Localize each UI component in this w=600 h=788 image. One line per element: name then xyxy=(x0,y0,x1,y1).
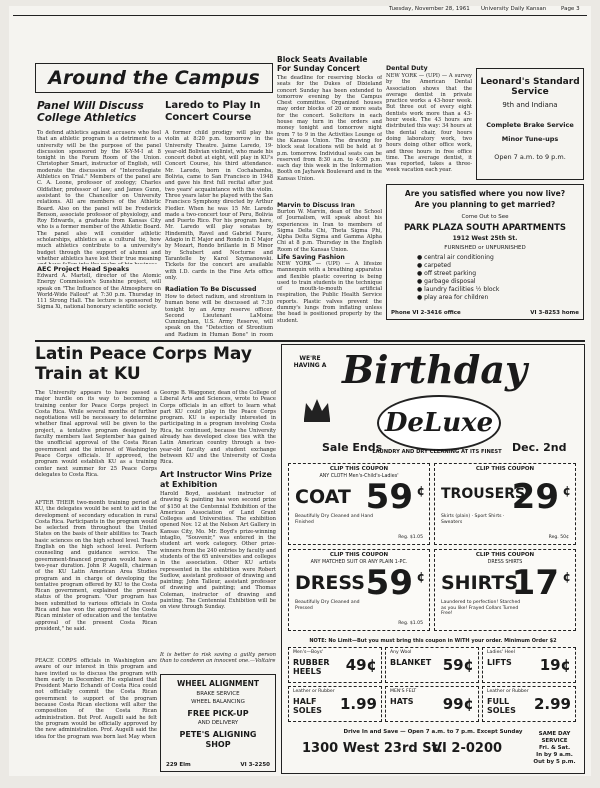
laredo-body: A former child prodigy will play his violin at 8:20 p.m. tomorrow in the University Theatre. Jaime Laredo, 19-year-old Bolivian violinist, who made his concert debut at eight, will play in KU's Concert Course, his third attendance. Mr. Laredo, born in Cochabamba, Bolivia, came to San Francisco in 1948 and gave his first full recital after just two years' acquaintance with the violin. Three years later he played with the San Francisco Symphony directed by Arthur Fiedler. When he was 15 Mr. Laredo made a two-concert tour of Peru, Bolivia and Puerto Rico. For his program here, Mr. Laredo will play sonatas by Hindemith, Ravel and Gabriel Faure, Adagio in E Major and Rondo in C Major by Mozart, Rondo brillante in B Minor by Schubert and Nocturne and Tarantelle by Karol Szymanowski. Tickets for the concert are available with I.D. cards in the Fine Arts office only. xyxy=(165,130,273,281)
peace-body-1: The University appears to have passed a major hurdle on its way to becoming a training center for Peace Corps project in Costa Rica. While several months of further negotiations will be necessary to determine whether final approval will be given to the project, a tentative program designed by faculty members last September has gained the unofficial approval of the Costa Rican government and the interest of Washington Peace Corps officials. If approved, the program would establish KU as a training center next summer for 25 Peace Corps delegates to Costa Rica. xyxy=(35,390,157,478)
bullet-icon: ● xyxy=(417,294,425,301)
wheel-l4: FREE PICK-UP xyxy=(187,709,249,718)
coupon xyxy=(288,549,430,631)
small-coupon-item: BLANKET xyxy=(390,658,432,667)
peace-body-3: PEACE CORPS officials in Washington are aware of our interest in this program and have invited us to discuss the program with them early in December. He explained that President Mario Echandi of Costa Rica could not officially commit the Costa Rican government to support of the program because Costa Rican elections will alter the composition of the Costa Rican administration. But Prof. Augelli said he felt the program would be officially approved by the new administration. Prof. Augelli said the idea for the program was born last May when xyxy=(35,658,157,740)
wheel-l1: WHEEL ALIGNMENT xyxy=(177,679,259,688)
coupon-price: 59 xyxy=(365,563,413,603)
deluxe-sale-date: Dec. 2nd xyxy=(512,441,567,454)
cent-sign-icon: ¢ xyxy=(416,484,425,498)
bullet-icon: ● xyxy=(417,270,425,277)
aec-body: Edward A. Martell, director of the Atomic Energy Commission's Sunshine project, will speak on "The Influence of the Atmosphere on World-Wide Fallout" at 7:30 p.m. Thursday in 111 Strong Hall. The lecture is sponsored by Sigma Xi, national honorary scientific society. xyxy=(37,273,161,311)
coupon-clip-label: CLIP THIS COUPON xyxy=(475,552,535,558)
park-feature xyxy=(417,286,583,294)
section-rule xyxy=(35,340,585,342)
small-coupon-item: HALF SOLES xyxy=(293,697,322,715)
coupon xyxy=(434,463,576,545)
deluxe-drive: Drive In and Save — Open 7 a.m. to 7 p.m. Except Sunday xyxy=(343,729,523,735)
header-date: Tuesday, November 28, 1961 xyxy=(389,6,470,12)
leonards-address: 9th and Indiana xyxy=(502,101,558,109)
deluxe-tagline: LAUNDRY AND DRY CLEANING AT ITS FINEST xyxy=(372,449,502,455)
small-coupon-item: HATS xyxy=(390,697,414,706)
small-coupon-top: Leather or Rubber xyxy=(293,689,335,694)
park-feature-label: central air conditioning xyxy=(424,254,494,261)
coupon xyxy=(288,463,430,545)
around-campus-banner xyxy=(35,63,273,93)
coupon-reg: Reg. $1.05 xyxy=(398,535,423,540)
art-headline: Art Instructor Wins Prize at Exhibition xyxy=(160,470,272,489)
park-feature-label: carpeted xyxy=(424,262,451,269)
coupon-item: SHIRTS xyxy=(441,572,519,594)
deluxe-same-day-2: Fri. & Sat. xyxy=(538,745,571,751)
coupon-top: DRESS SHIRTS xyxy=(487,560,523,565)
park-feature-list xyxy=(417,254,583,302)
coupon-top: ANY MATCHED SUIT OR ANY PLAIN 1-PC. xyxy=(310,560,408,565)
coupon-price: 17 xyxy=(511,563,559,603)
laredo-headline: Laredo to Play In Concert Course xyxy=(165,100,261,123)
small-coupon-top: Leather or Rubber xyxy=(487,689,529,694)
small-coupon-top: MEN'S FELT xyxy=(390,689,417,694)
wheel-address: 229 Elm xyxy=(166,762,191,768)
leonards-brake: Complete Brake Service xyxy=(486,121,574,129)
small-coupon-top: Ladies' Heel xyxy=(487,650,515,655)
deluxe-same-day xyxy=(527,731,582,766)
park-name: PARK PLAZA SOUTH APARTMENTS xyxy=(403,223,567,233)
coupon-item: DRESS xyxy=(295,572,365,594)
small-coupon-price: 99¢ xyxy=(442,695,474,713)
deluxe-address: 1300 West 23rd St. xyxy=(302,741,443,756)
header-page: Page 3 xyxy=(561,6,580,12)
deluxe-coupon-grid xyxy=(288,463,578,635)
deluxe-note: NOTE: No Limit—But you must bring this coupon in WITH your order. Minimum Order $2 xyxy=(309,638,557,644)
small-coupon-price: 49¢ xyxy=(345,656,377,674)
park-feature xyxy=(417,294,583,302)
leonards-name: Leonard's Standard Service xyxy=(480,77,580,97)
coupon-clip-label: CLIP THIS COUPON xyxy=(329,552,389,558)
coupon-item: TROUSERS xyxy=(441,486,526,502)
park-phone-home: VI 3-8253 home xyxy=(530,310,579,316)
art-body: Harold Boyd, assistant instructor of drawing & painting has won second prize of $150 at the Centennial Exhibition of the American Association of Land Grant Colleges and Universities. The exhibition opened Nov. 12 at the Nelson Art Gallery in Kansas City, Mo. Mr. Boyd's prize-winning intaglio, "Souvenir," was entered in the student art work category. Other prize-winners from the 240 entries by faculty and students of the 65 universities and colleges in the association. Other KU artists represented in the exhibition were Robert Sudlow, assistant professor of drawing and painting; John Talleur, assistant professor of drawing and painting; and Thomas Coleman, instructor of drawing and painting. The Centennial Exhibition will be on view through Sunday. xyxy=(160,491,276,611)
park-feature xyxy=(417,270,583,278)
deluxe-in-by: In by 9 a.m. xyxy=(536,752,573,758)
seats-headline: Block Seats Available For Sunday Concert xyxy=(277,55,368,73)
park-feature-label: play area for children xyxy=(424,294,489,301)
radiation-headline: Radiation To Be Discussed xyxy=(165,286,257,293)
small-coupon-price: 1.99 xyxy=(339,695,377,713)
deluxe-out-by: Out by 5 p.m. xyxy=(533,759,576,765)
crown-icon xyxy=(302,397,332,423)
deluxe-sale-ends: Sale Ends xyxy=(322,441,383,454)
wheel-alignment-ad xyxy=(160,674,276,772)
bullet-icon: ● xyxy=(417,278,425,285)
leonards-ad xyxy=(476,68,584,180)
park-question-2: Are you planning to get married? xyxy=(414,200,556,209)
park-question-1: Are you satisfied where you now live? xyxy=(404,189,566,198)
bullet-icon: ● xyxy=(417,286,425,293)
coupon-price: 29 xyxy=(511,477,559,517)
coupon-sub: Skirts (plain) · Sport Shirts · Sweaters xyxy=(441,514,505,525)
small-coupon-top: Men's—Boys' xyxy=(293,650,324,655)
deluxe-brand: DeLuxe xyxy=(384,408,494,438)
deluxe-ad xyxy=(281,344,585,774)
voltaire-quote: It is better to risk saving a guilty person than to condemn an innocent one.—Voltaire xyxy=(160,652,276,665)
cent-sign-icon: ¢ xyxy=(562,570,571,584)
deluxe-same-day-1: SAME DAY SERVICE xyxy=(538,731,571,744)
wheel-phone: VI 3-2250 xyxy=(240,762,270,768)
park-address: 1912 West 25th St. xyxy=(452,235,518,242)
small-coupon xyxy=(288,647,382,683)
marvin-body: Burton W. Marvin, dean of the School of Journalism, will speak about his experiences in Iran to members of Sigma Delta Chi, Theta Sigma Phi, Alpha Delta Sigma and Gamma Alpha Chi at 8 p.m. Thursday in the English Room of the Kansas Union. xyxy=(277,209,382,253)
small-coupon xyxy=(385,686,479,722)
small-coupon xyxy=(482,647,576,683)
deluxe-small-coupons xyxy=(288,647,578,725)
small-coupon-top: Any Wool xyxy=(390,650,412,655)
park-feature-label: garbage disposal xyxy=(424,278,476,285)
small-coupon-item: RUBBER HEELS xyxy=(293,658,330,676)
park-feature xyxy=(417,262,583,270)
park-plaza-ad xyxy=(386,184,584,320)
page-header xyxy=(13,6,587,14)
bullet-icon: ● xyxy=(417,262,425,269)
peace-corps-headline: Latin Peace Corps May Train at KU xyxy=(35,344,252,384)
small-coupon xyxy=(288,686,382,722)
park-feature xyxy=(417,254,583,262)
header-paper: University Daily Kansan xyxy=(481,6,547,12)
newspaper-page xyxy=(9,6,591,776)
cent-sign-icon: ¢ xyxy=(562,484,571,498)
aec-headline: AEC Project Head Speaks xyxy=(37,265,130,273)
park-phone-office: Phone VI 2-3416 office xyxy=(391,310,461,316)
park-feature xyxy=(417,278,583,286)
coupon-sub: Beautifully Dry Cleaned and Pressed xyxy=(295,600,360,611)
small-coupon-item: FULL SOLES xyxy=(487,697,516,715)
lifesaving-body: NEW YORK — (UPI) — A lifesize mannequin with a breathing apparatus and flexible plastic covering is being used to train students in the technique of mouth-to-mouth artificial respiration, the Public Health Service reports. Plastic valves prevent the dummy's lungs from inflating unless the head is positioned properly by the student. xyxy=(277,261,382,324)
coupon-top: ANY CLOTH Men's-Child's-Ladies' xyxy=(319,474,399,479)
seats-body: The deadline for reserving blocks of seats for the Dukes of Dixieland concert Sunday has been extended to tomorrow evening by the Campus Chest committee. Organized houses may order blocks of 20 or more seats for the concert. Solicitors in each house may turn in the orders and money tonight and tomorrow night from 7 to 9 in the Activities Lounge of the Kansas Union. The drawing for block seat locations will be held at 9 p.m. tomorrow. Individual seats can be reserved from 8:30 a.m. to 4:30 p.m. each day this week in the Information Booth on Jayhawk Boulevard and in the Kansas Union. xyxy=(277,75,382,182)
wheel-l2: BRAKE SERVICE xyxy=(196,691,240,697)
coupon-price: 59 xyxy=(365,477,413,517)
around-campus-title: Around the Campus xyxy=(48,67,260,89)
deluxe-birthday: Birthday xyxy=(342,347,528,392)
small-coupon-item: LIFTS xyxy=(487,658,512,667)
peace-body-4: George B. Waggoner, dean of the College of Liberal Arts and Sciences, wrote to Peace Corps officials in an effort to learn what part KU could play in the Peace Corps program. KU is especially interested in participating in a program involving Costa Rica, he continued, because the University already has developed close ties with the Latin American country through a two-year-old faculty and student exchange between KU and the University of Costa Rica. xyxy=(160,390,276,466)
coupon-reg: Reg. $1.05 xyxy=(398,621,423,626)
deluxe-phone: VI 2-0200 xyxy=(432,741,503,756)
small-coupon-price: 2.99 xyxy=(533,695,571,713)
header-rule xyxy=(13,15,587,16)
coupon-item: COAT xyxy=(295,486,351,508)
coupon xyxy=(434,549,576,631)
deluxe-were-having: WE'RE HAVING A xyxy=(293,355,327,369)
wheel-l3: WHEEL BALANCING xyxy=(191,699,245,705)
coupon-sub: Laundered to perfection! Starched as you like! Frayed Collars Turned Free! xyxy=(441,600,521,616)
small-coupon-price: 19¢ xyxy=(539,656,571,674)
small-coupon xyxy=(482,686,576,722)
radiation-body: How to detect radium, and strontium in human bone will be discussed at 7:30 tonight by an Army reserve officer. Second Lieutenant LaMoine Cunningham, U.S. Army Reserve, will speak on the "Detection of Strontium and Radium in Human Bone" in room xyxy=(165,294,273,338)
coupon-sub: Beautifully Dry Cleaned and Hand Finished xyxy=(295,514,374,525)
deluxe-logo xyxy=(377,395,501,451)
park-feature-label: off street parking xyxy=(424,270,477,277)
park-come: Come Out to See xyxy=(461,214,509,220)
leonards-hours: Open 7 a.m. to 9 p.m. xyxy=(494,153,566,161)
leonards-tuneups: Minor Tune-ups xyxy=(501,135,559,143)
wheel-l6: PETE'S ALIGNING xyxy=(179,730,257,739)
bullet-icon: ● xyxy=(417,254,425,261)
park-feature-label: laundry facilities ½ block xyxy=(424,286,500,293)
panel-body: To defend athletics against accusers who feel that an athletic program is a detriment to a university will be the purpose of the panel discussion sponsored by the K-Y-M-I at 8 tonight in the Forum Room of the Union. Christopher Smart, instructor of English, will moderate the discussion of "Intercollegiate Athletics on Trial." Members of the panel are C. A. Leone, professor of zoology; Charles Oldfather, professor of law; and James Gunn, assistant to the Chancellor on University relations. All are members of the Athletic Board. Also on the panel will be Frederick Benson, associate professor of physiology, and Roy Edwards, a graduate from Kansas City who is a former member of the Athletic Board. The panel also will consider athletic scholarships, athletics as a cultural tie, how much athletics contribute to a university's budget through the support of alumni and whether athletics have lost their true meaning xyxy=(37,130,161,262)
small-coupon-price: 59¢ xyxy=(442,656,474,674)
dental-body: NEW YORK — (UPI) — A survey by the American Dental Association shows that the average dentist in private practice works a 43-hour week. But three out of every eight dentists work more than a 43-hour week. The 43 hours are distributed this way: 34 hours at the dental chair, four hours doing laboratory work, two hours doing other office work, and three hours in free office time. The average dentist, it was reported, takes a three-week vacation each year. xyxy=(386,73,472,174)
marvin-headline: Marvin to Discuss Iran xyxy=(277,202,355,209)
small-coupon xyxy=(385,647,479,683)
coupon-clip-label: CLIP THIS COUPON xyxy=(329,466,389,472)
wheel-l5: AND DELIVERY xyxy=(197,720,239,726)
wheel-l7: SHOP xyxy=(205,740,231,749)
dental-headline: Dental Duty xyxy=(386,65,428,72)
panel-headline: Panel Will Discuss College Athletics xyxy=(37,100,144,124)
lifesaving-headline: Life Saving Fashion xyxy=(277,254,345,261)
peace-body-2: AFTER THEIR two-month training period at KU, the delegates would be sent to aid in the development of secondary education in rural Costa Rica. Participants in the program would be selected from throughout the United States on the basis of their abilities to: Teach basic sciences on the high school level. Teach English on the high school level. Perform counseling and guidance service. The government-financed program would have a two-year duration. John P. Augelli, chairman of the KU Latin American Area Studies program and in charge of developing the tentative program offered by KU to the Costa Rican government, explained the present status of the program. "Our program has been submitted to various officials in Costa Rica and has won the approval of the Costa Rican minister of education and the tentative approval of the present Costa Rican president," he said. xyxy=(35,500,157,632)
coupon-clip-label: CLIP THIS COUPON xyxy=(475,466,535,472)
park-furnished: FURNISHED or UNFURNISHED xyxy=(444,245,526,251)
coupon-reg: Reg. 50¢ xyxy=(548,535,569,540)
cent-sign-icon: ¢ xyxy=(416,570,425,584)
